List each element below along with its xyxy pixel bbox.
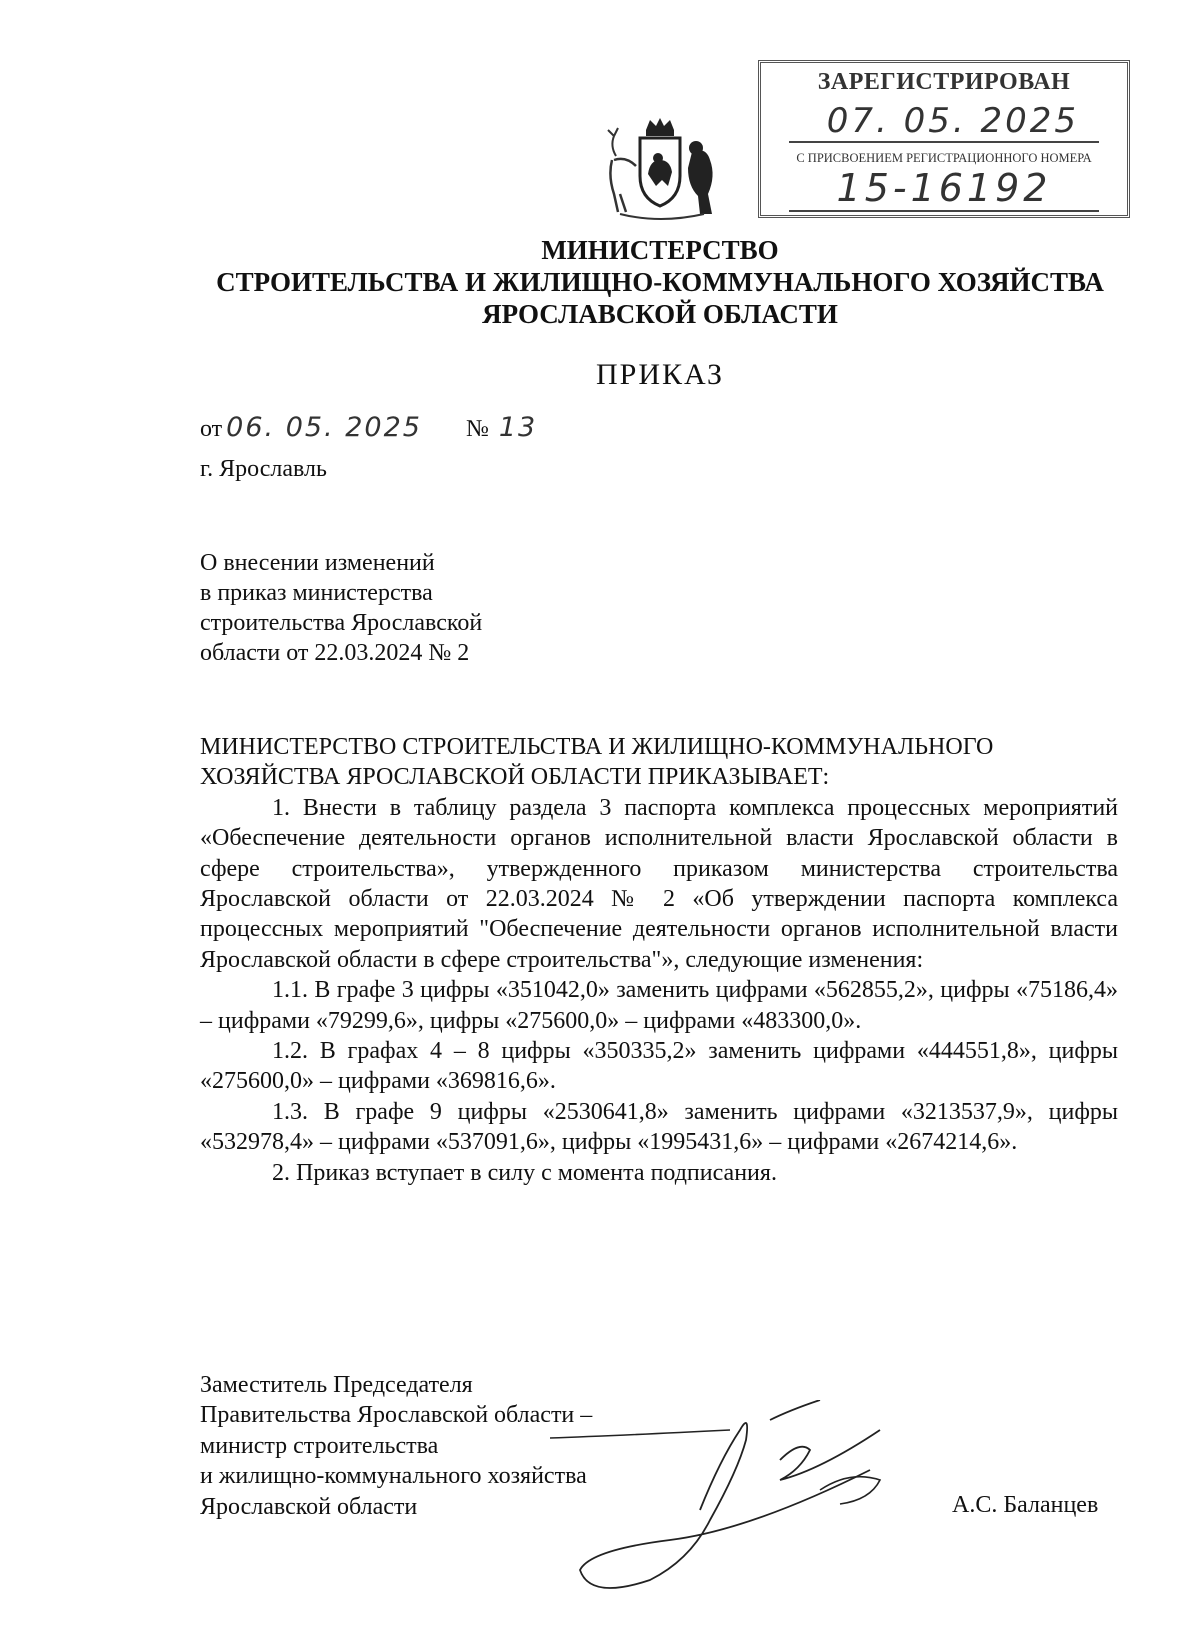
position-line: Правительства Ярославской области – bbox=[200, 1402, 593, 1429]
ministry-header-line2: СТРОИТЕЛЬСТВА И ЖИЛИЩНО-КОММУНАЛЬНОГО ХОЗЯЙСТВА bbox=[216, 267, 1104, 297]
position-line: и жилищно-коммунального хозяйства bbox=[200, 1463, 587, 1490]
handwritten-signature bbox=[550, 1400, 910, 1600]
order-number: 13 bbox=[498, 412, 538, 443]
city: г. Ярославль bbox=[200, 456, 327, 482]
subject-line: в приказ министерства bbox=[200, 580, 433, 606]
stamp-note: С ПРИСВОЕНИЕМ РЕГИСТРАЦИОННОГО НОМЕРА bbox=[796, 151, 1092, 165]
position-line: Ярославской области bbox=[200, 1493, 418, 1520]
coat-of-arms-icon bbox=[596, 116, 724, 224]
subject-line: строительства Ярославской bbox=[200, 610, 483, 636]
signatory-name: А.С. Баланцев bbox=[952, 1492, 1099, 1518]
order-item: 1.3. В графе 9 цифры «2530641,8» заменить цифрами «3213537,9», цифры «532978,4» – цифрами «537091,6», цифры «1995431,6» – цифрами «2674214,6». bbox=[200, 1098, 1118, 1156]
number-label: № bbox=[465, 416, 489, 442]
position-line: Заместитель Председателя bbox=[200, 1372, 473, 1398]
ministry-header-line3: ЯРОСЛАВСКОЙ ОБЛАСТИ bbox=[482, 299, 838, 329]
order-item: 1.2. В графах 4 – 8 цифры «350335,2» заменить цифрами «444551,8», цифры «275600,0» – цифрами «369816,6». bbox=[200, 1038, 1118, 1095]
stamp-registration-number: 15-16192 bbox=[789, 166, 1099, 212]
stamp-title: ЗАРЕГИСТРИРОВАН bbox=[817, 69, 1071, 95]
registration-stamp bbox=[758, 60, 1130, 218]
subject-line: О внесении изменений bbox=[200, 550, 435, 576]
from-label: от bbox=[200, 416, 223, 442]
subject-line: области от 22.03.2024 № 2 bbox=[200, 640, 470, 666]
order-subject bbox=[200, 548, 620, 668]
order-body bbox=[200, 732, 1118, 1188]
order-item: 2. Приказ вступает в силу с момента подписания. bbox=[272, 1159, 777, 1186]
order-date: 06. 05. 2025 bbox=[226, 412, 422, 443]
order-item: 1. Внести в таблицу раздела 3 паспорта комплекса процессных мероприятий «Обеспечение деятельности органов исполнительной власти Ярославской области в сфере строительства», утвержденного приказом министерства строительства Ярославской области от 22.03.2024 № 2 «Об утверждении паспорта комплекса процессных мероприятий "Обеспечение деятельности органов исполнительной власти Ярославской области в сфере строительства"», следующие изменения: bbox=[200, 794, 1118, 973]
document-type-title: ПРИКАЗ bbox=[596, 358, 724, 391]
position-line: министр строительства bbox=[200, 1432, 439, 1459]
order-date-number-line bbox=[200, 412, 537, 443]
order-item: 1.1. В графе 3 цифры «351042,0» заменить цифрами «562855,2», цифры «75186,4» – цифрами «79299,6», цифры «275600,0» – цифрами «483300,0». bbox=[200, 977, 1118, 1034]
ministry-header-line1: МИНИСТЕРСТВО bbox=[541, 235, 779, 265]
stamp-date: 07. 05. 2025 bbox=[789, 101, 1099, 143]
preamble: МИНИСТЕРСТВО СТРОИТЕЛЬСТВА И ЖИЛИЩНО-КОММУНАЛЬНОГО ХОЗЯЙСТВА ЯРОСЛАВСКОЙ ОБЛАСТИ ПРИКАЗЫВАЕТ: bbox=[200, 734, 994, 791]
